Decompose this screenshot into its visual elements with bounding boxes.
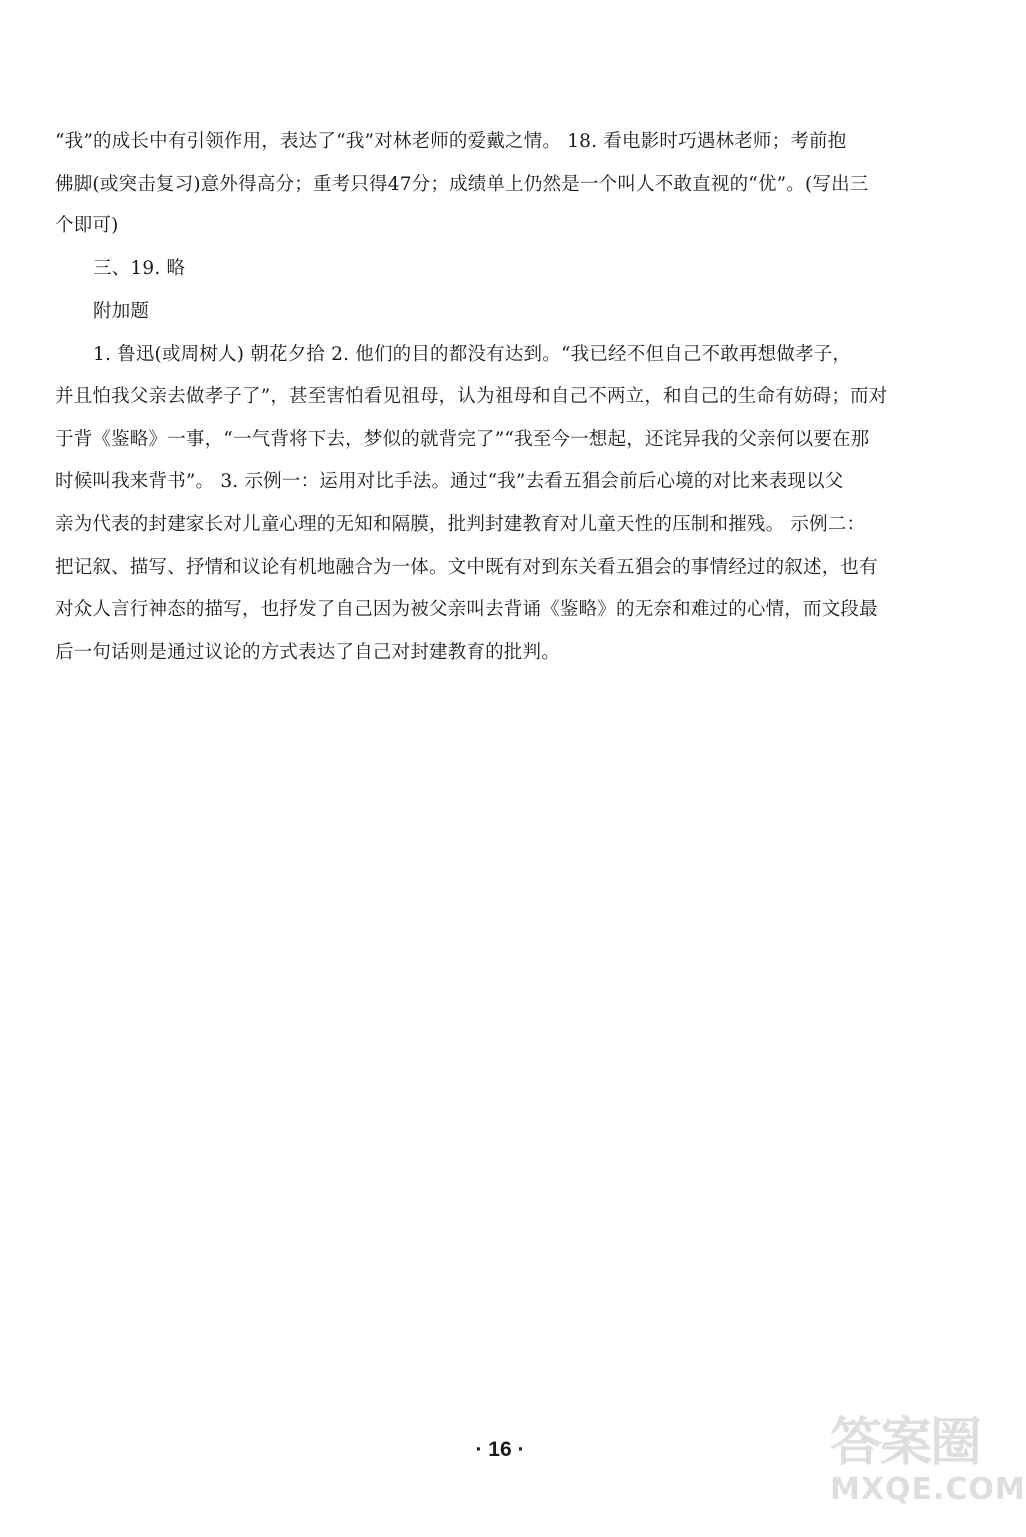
text-line-12: 对众人言行神态的描写，也抒发了自己因为被父亲叫去背诵《鉴略》的无奈和难过的心情，而文段最 [55, 599, 878, 620]
text-line-6: 1. 鲁迅(或周树人) 朝花夕拾 2. 他们的目的都没有达到。“我已经不但自己不敢再想做孝子， [93, 344, 852, 365]
watermark-top-text: 答案圈 [830, 1413, 981, 1473]
watermark-bottom-text: MXQE.COM [830, 1472, 1026, 1507]
text-line-10: 亲为代表的封建家长对儿童心理的无知和隔膜，批判封建教育对儿童天性的压制和摧残。 示例二： [55, 514, 866, 535]
page-number: · 16 · [475, 1438, 525, 1461]
text-line-3: 个即可) [55, 215, 119, 236]
text-line-8: 于背《鉴略》一事，“一气背将下去，梦似的就背完了”“我至今一想起，还诧异我的父亲何以要在那 [55, 429, 870, 450]
text-line-9: 时候叫我来背书”。 3. 示例一：运用对比手法。通过“我”去看五猖会前后心境的对比来表现以父 [55, 471, 844, 492]
text-line-13: 后一句话则是通过议论的方式表达了自己对封建教育的批判。 [55, 642, 560, 663]
text-line-11: 把记叙、描写、抒情和议论有机地融合为一体。文中既有对到东关看五猖会的事情经过的叙述，也有 [55, 557, 878, 578]
text-line-2: 佛脚(或突击复习)意外得高分；重考只得47分；成绩单上仍然是一个叫人不敢直视的“优”。(写出三 [55, 174, 869, 195]
watermark-logo [830, 1413, 1026, 1523]
text-line-7: 并且怕我父亲去做孝子了”，甚至害怕看见祖母，认为祖母和自己不两立，和自己的生命有妨碍；而对 [55, 386, 888, 407]
text-line-1: “我”的成长中有引领作用，表达了“我”对林老师的爱戴之情。 18. 看电影时巧遇林老师；考前抱 [55, 131, 847, 152]
section-heading-3: 三、19. 略 [93, 258, 186, 279]
bonus-heading: 附加题 [93, 301, 150, 322]
